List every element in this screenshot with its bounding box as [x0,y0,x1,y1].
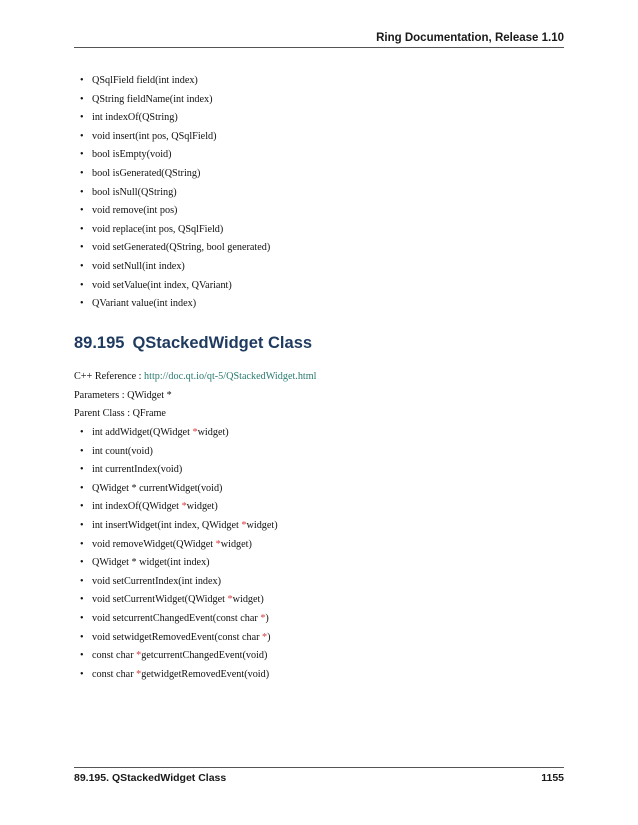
bullet-icon: • [80,75,84,86]
list-item: • int currentIndex(void) [78,461,278,480]
bullet-icon: • [80,557,84,569]
bullet-icon: • [80,464,84,476]
bullet-icon: • [80,223,84,235]
header-divider [74,47,564,48]
bullet-icon: • [80,594,84,606]
bullet-icon: • [80,130,84,142]
list-item: • QWidget * widget(int index) [78,554,278,573]
running-header: Ring Documentation, Release 1.10 [376,32,564,44]
list-item: • bool isGenerated(QString) [78,165,270,184]
bullet-icon: • [80,650,84,662]
list-item: • void setcurrentChangedEvent(const char *) [78,610,278,629]
list-item: • void setValue(int index, QVariant) [78,277,270,296]
bullet-icon: • [80,205,84,217]
list-item: • void replace(int pos, QSqlField) [78,221,270,240]
bullet-icon: • [80,501,84,513]
bullet-icon: • [80,482,84,494]
bullet-icon: • [80,538,84,550]
list-item: • QString fieldName(int index) [78,91,270,110]
list-item: • void insert(int pos, QSqlField) [78,128,270,147]
list-item: • int indexOf(QWidget *widget) [78,498,278,517]
list-item: • QVariant value(int index) [78,295,270,314]
reference-label: C++ Reference : [74,371,145,382]
list-item: • void setwidgetRemovedEvent(const char *) [78,629,278,648]
list-item: • int addWidget(QWidget *widget) [78,424,278,443]
list-item: • int indexOf(QString) [78,109,270,128]
bullet-icon: • [80,186,84,198]
bullet-icon: • [80,112,84,124]
section-number: 89.195 [74,334,125,352]
bullet-icon: • [80,242,84,254]
bullet-icon: • [80,167,84,179]
list-item: • const char *getwidgetRemovedEvent(void) [78,666,278,685]
list-item: • void setCurrentWidget(QWidget *widget) [78,591,278,610]
reference-link[interactable]: http://doc.qt.io/qt-5/QStackedWidget.html [144,371,317,382]
section-heading [74,334,312,353]
footer-section-title: 89.195. QStackedWidget Class [74,772,227,784]
bullet-icon: • [80,93,84,105]
list-item: • const char *getcurrentChangedEvent(void) [78,647,278,666]
bullet-icon: • [80,519,84,531]
bullet-icon: • [80,298,84,310]
section-title-text: QStackedWidget Class [132,334,313,352]
list-item: • QSqlField field(int index) [78,72,270,91]
list-item: • void setNull(int index) [78,258,270,277]
list-item: • int count(void) [78,443,278,462]
bullet-icon: • [80,575,84,587]
bullet-icon: • [80,427,84,438]
list-item: • bool isNull(QString) [78,184,270,203]
list-item: • void setGenerated(QString, bool generated) [78,239,270,258]
list-item: • void removeWidget(QWidget *widget) [78,536,278,555]
bullet-icon: • [80,445,84,457]
list-item: • bool isEmpty(void) [78,146,270,165]
parameters-line: Parameters : QWidget * [74,390,172,401]
bullet-icon: • [80,260,84,272]
list-item: • QWidget * currentWidget(void) [78,480,278,499]
list-item: • void remove(int pos) [78,202,270,221]
method-list-qsqlrecord [78,72,270,314]
method-list-qstackedwidget [78,424,278,684]
bullet-icon: • [80,279,84,291]
bullet-icon: • [80,149,84,161]
bullet-icon: • [80,668,84,680]
bullet-icon: • [80,612,84,624]
footer-divider [74,767,564,768]
list-item: • int insertWidget(int index, QWidget *widget) [78,517,278,536]
cpp-reference [74,371,317,382]
list-item: • void setCurrentIndex(int index) [78,573,278,592]
bullet-icon: • [80,631,84,643]
parent-class-line: Parent Class : QFrame [74,408,166,419]
page-number: 1155 [541,772,564,784]
